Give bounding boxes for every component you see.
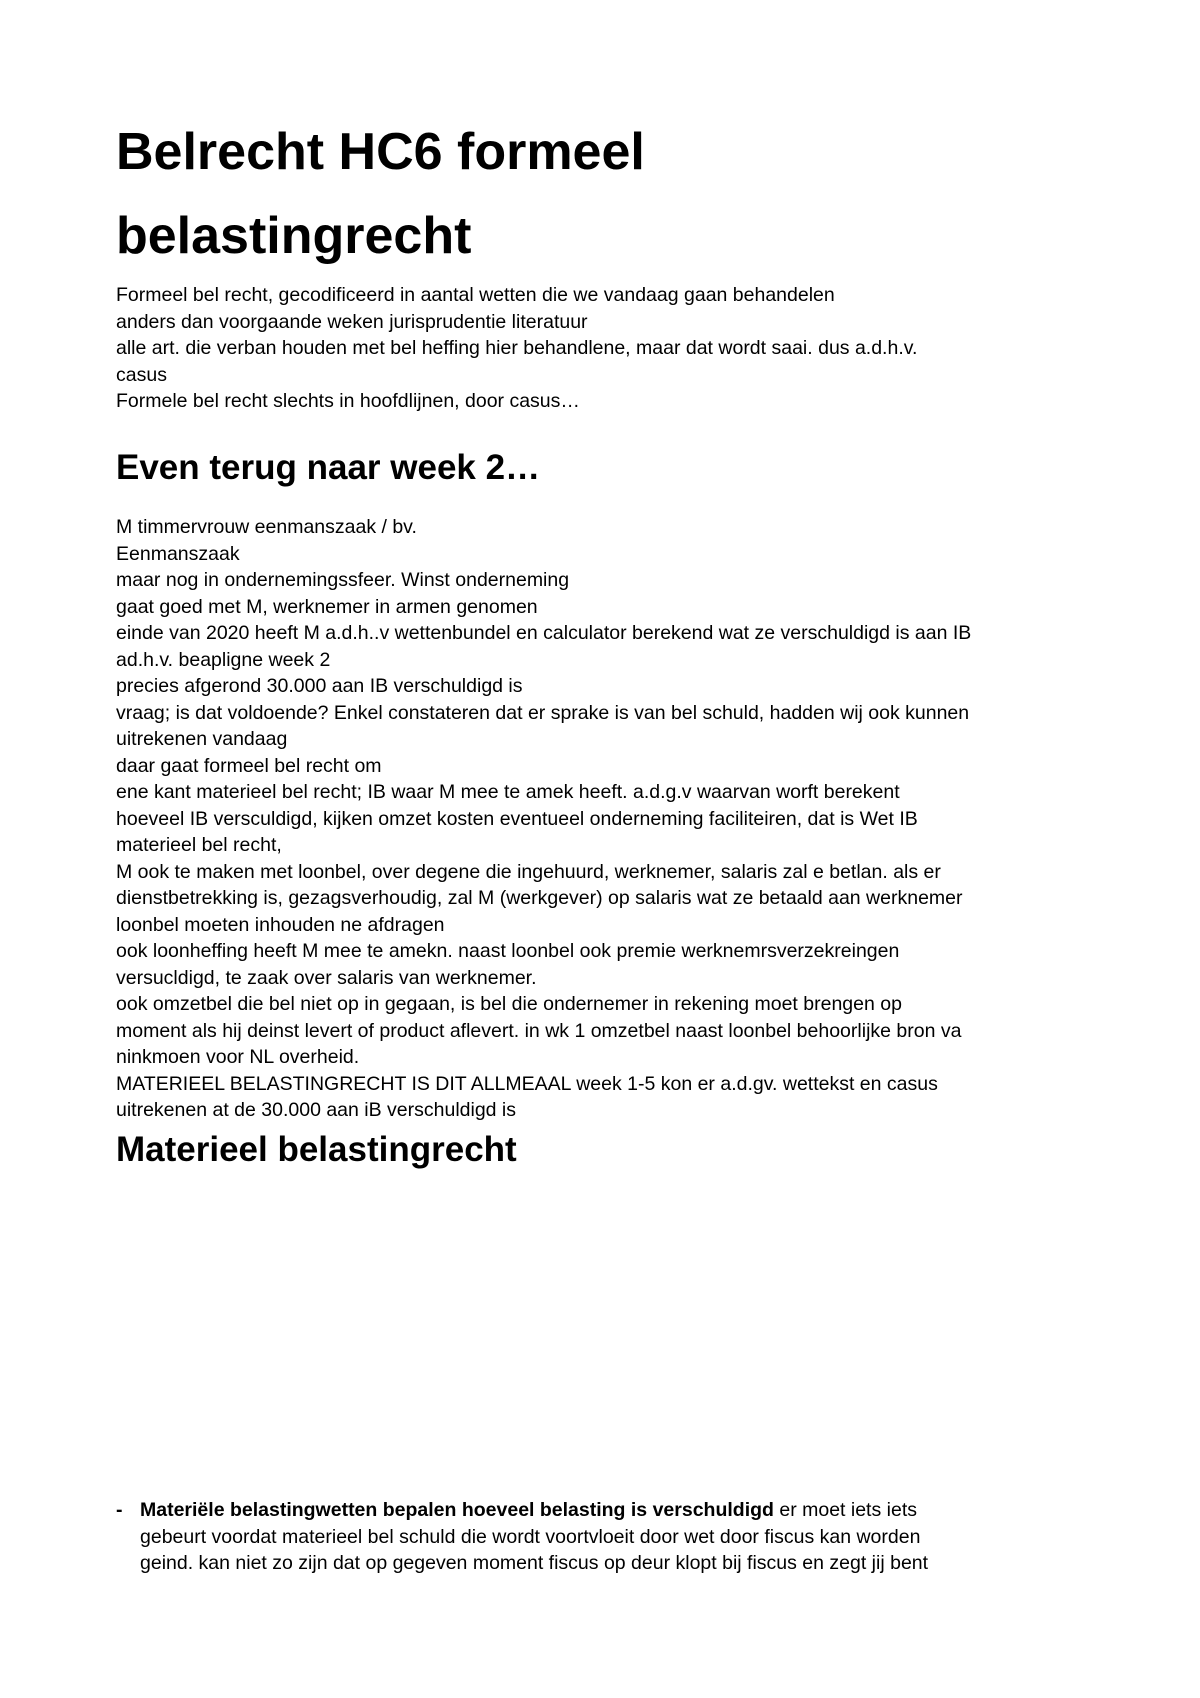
body-line: ninkmoen voor NL overheid. <box>116 1046 360 1068</box>
body-line: hoeveel IB versculdigd, kijken omzet kosten eventueel onderneming faciliteiren, dat is Wet IB <box>116 807 918 830</box>
body-line: Eenmanszaak <box>116 542 240 565</box>
body-line: M ook te maken met loonbel, over degene die ingehuurd, werknemer, salaris zal e betlan. als er <box>116 860 941 883</box>
body-line: maar nog in ondernemingssfeer. Winst onderneming <box>116 569 570 591</box>
list-item-text <box>140 1497 928 1577</box>
intro-line: Formeel bel recht, gecodificeerd in aantal wetten die we vandaag gaan behandelen <box>116 284 835 306</box>
title-line-1: Belrecht HC6 formeel <box>116 123 645 181</box>
body-line: MATERIEEL BELASTINGRECHT IS DIT ALLMEAAL week 1-5 kon er a.d.gv. wettekst en casus <box>116 1072 938 1095</box>
body-line: vraag; is dat voldoende? Enkel constateren dat er sprake is van bel schuld, hadden wij ook kunnen <box>116 701 970 724</box>
body-line: uitrekenen at de 30.000 aan iB verschuldigd is <box>116 1099 517 1121</box>
intro-line: Formele bel recht slechts in hoofdlijnen, door casus… <box>116 390 580 412</box>
list-item <box>116 1497 1106 1577</box>
list-item-bold: Materiële belastingwetten bepalen hoeveel belasting is verschuldigd <box>140 1499 774 1521</box>
body-line: ook loonheffing heeft M mee te amekn. naast loonbel ook premie werknemrsverzekreingen <box>116 940 900 962</box>
intro-line: alle art. die verban houden met bel heffing hier behandlene, maar dat wordt saai. dus a.d.h.v. <box>116 337 918 359</box>
body-line: M timmervrouw eenmanszaak / bv. <box>116 516 417 538</box>
intro-paragraph <box>116 282 1106 415</box>
heading-materieel-belastingrecht: Materieel belastingrecht <box>116 1130 517 1169</box>
body-line: materieel bel recht, <box>116 834 282 856</box>
bullet-marker: - <box>116 1499 123 1521</box>
body-line: ene kant materieel bel recht; IB waar M mee te amek heeft. a.d.g.v waarvan worft berekent <box>116 781 900 803</box>
body-line: daar gaat formeel bel recht om <box>116 754 382 777</box>
intro-line: casus <box>116 363 167 386</box>
body-line: ad.h.v. beapligne week 2 <box>116 648 331 671</box>
body-line: dienstbetrekking is, gezagsverhoudig, zal M (werkgever) op salaris wat ze betaald aan werknemer <box>116 887 963 909</box>
list-item-line: geind. kan niet zo zijn dat op gegeven moment fiscus op deur klopt bij fiscus en zegt jij bent <box>140 1552 929 1574</box>
body-line: precies afgerond 30.000 aan IB verschuldigd is <box>116 675 523 697</box>
body-line: loonbel moeten inhouden ne afdragen <box>116 913 445 936</box>
body-line: gaat goed met M, werknemer in armen genomen <box>116 595 538 618</box>
title-line-2: belastingrecht <box>116 207 472 265</box>
body-line: versucldigd, te zaak over salaris van werknemer. <box>116 966 537 989</box>
list-item-line: gebeurt voordat materieel bel schuld die wordt voortvloeit door wet door fiscus kan worden <box>140 1525 921 1548</box>
body-line: einde van 2020 heeft M a.d.h..v wettenbundel en calculator berekend wat ze verschuldigd is aan IB <box>116 622 972 644</box>
document-title <box>116 110 645 278</box>
list-item-rest: er moet iets iets <box>773 1499 917 1521</box>
week-2-paragraph <box>116 514 1106 1124</box>
body-line: uitrekenen vandaag <box>116 728 288 750</box>
body-line: ook omzetbel die bel niet op in gegaan, is bel die ondernemer in rekening moet brengen op <box>116 993 902 1015</box>
body-line: moment als hij deinst levert of product aflevert. in wk 1 omzetbel naast loonbel behoorlijke bron va <box>116 1019 962 1042</box>
bullet-list <box>116 1497 1106 1577</box>
intro-line: anders dan voorgaande weken jurisprudentie literatuur <box>116 310 588 333</box>
heading-week-2: Even terug naar week 2… <box>116 448 541 487</box>
